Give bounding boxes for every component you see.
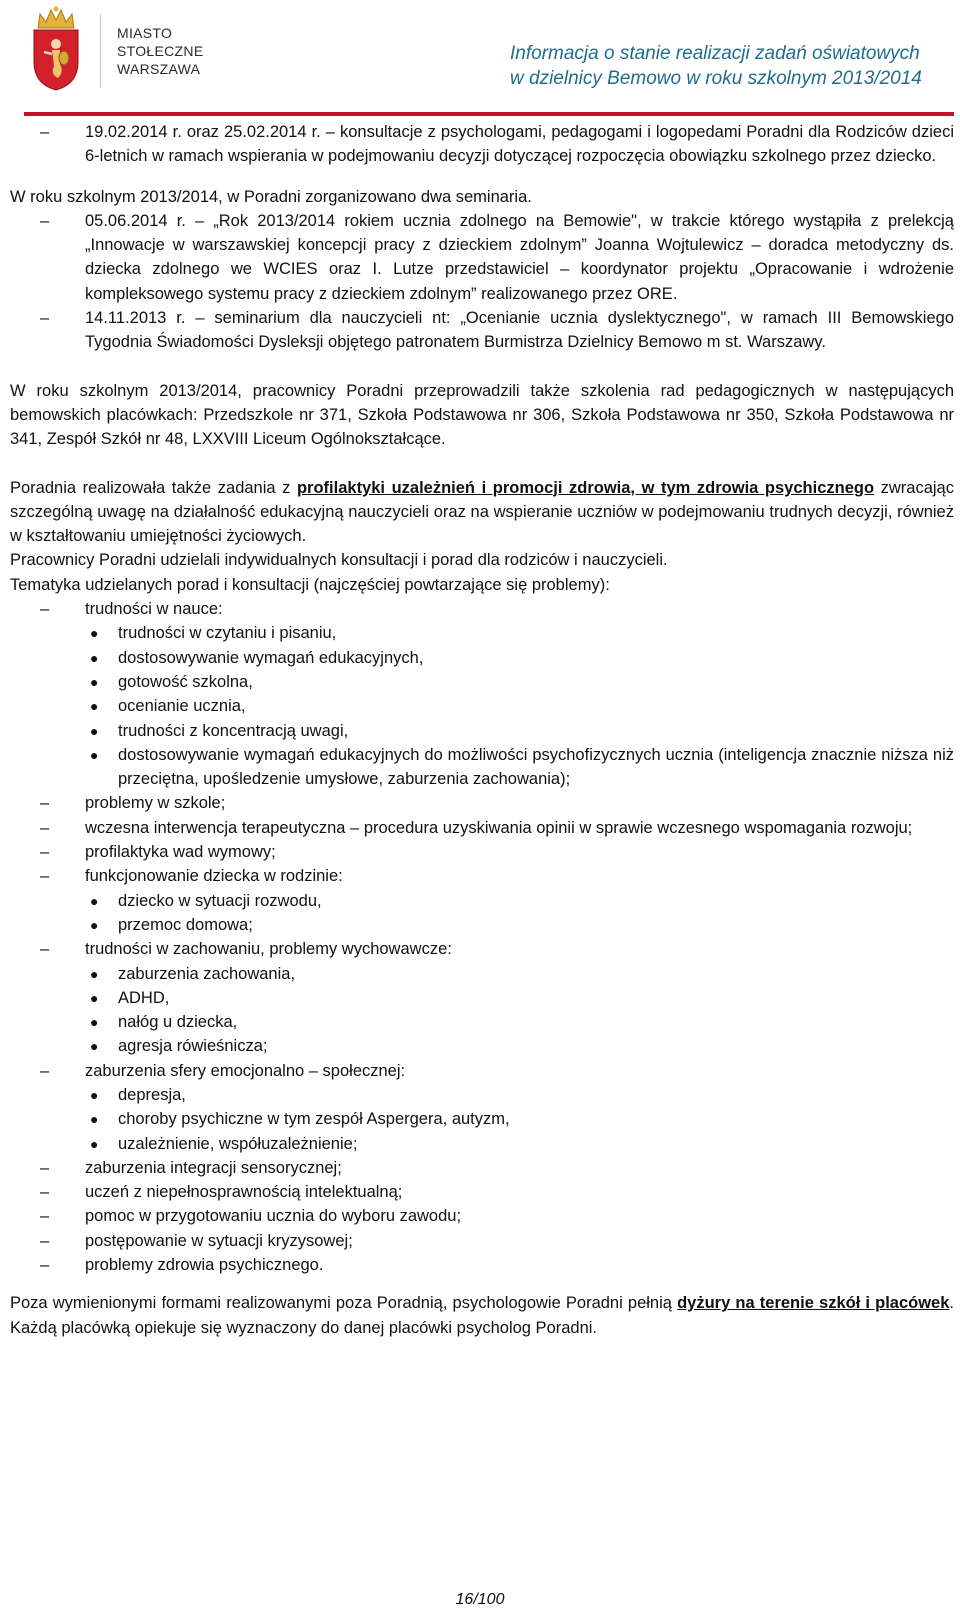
subtopic-label: uzależnienie, współuzależnienie; — [118, 1134, 358, 1153]
list-item — [10, 120, 954, 169]
topic-item — [10, 1204, 954, 1228]
prevention-paragraph — [10, 476, 954, 549]
training-paragraph: W roku szkolnym 2013/2014, pracownicy Poradni przeprowadzili także szkolenia rad pedagogicznych w następujących bemowskich placówkach: Przedszkole nr 371, Szkoła Podstawowa nr 306, Szkoła Podstawowa nr 350, Szkoła Podstawowa nr 341, Zespół Szkół nr 48, LXXVIII Liceum Ogólnokształcące. — [10, 381, 954, 449]
document-title — [510, 41, 930, 91]
topics-list — [10, 597, 954, 1277]
subtopic-label: agresja rówieśnicza; — [118, 1037, 268, 1056]
bullet-marker: ● — [90, 625, 99, 642]
subtopic-item — [10, 1132, 954, 1156]
list-item — [10, 209, 954, 306]
dash-marker: – — [40, 940, 50, 959]
prevention-text-pre: Poradnia realizowała także zadania z — [10, 478, 297, 497]
subtopic-label: gotowość szkolna, — [118, 672, 253, 691]
subtopic-label: ocenianie ucznia, — [118, 697, 246, 716]
bullet-marker: ● — [90, 649, 99, 666]
subtopic-item — [10, 986, 954, 1010]
prevention-link[interactable]: profilaktyki uzależnień i promocji zdrowia, w tym zdrowia psychicznego — [296, 478, 875, 497]
dash-marker: – — [40, 867, 50, 886]
topic-item — [10, 1253, 954, 1277]
org-line-3: WARSZAWA — [117, 61, 201, 77]
seminars-intro: W roku szkolnym 2013/2014, w Poradni zorganizowano dwa seminaria. — [10, 187, 532, 206]
subtopic-item — [10, 1083, 954, 1107]
dash-marker: – — [40, 600, 50, 619]
duty-text-post: . Każdą placówką opiekuje się wyznaczony do danej placówki psycholog Poradni. — [10, 1294, 955, 1337]
subtopic-label: choroby psychiczne w tym zespół Aspergera, autyzm, — [118, 1110, 510, 1129]
bullet-marker: ● — [90, 698, 99, 715]
bullet-marker: ● — [90, 1086, 99, 1103]
topic-item — [10, 840, 954, 864]
duty-paragraph — [10, 1291, 954, 1340]
bullet-marker: ● — [90, 673, 99, 690]
bullet-marker: ● — [90, 1135, 99, 1152]
org-line-2: STOŁECZNE — [117, 43, 204, 59]
topic-label: trudności w nauce: — [85, 600, 223, 619]
dash-marker: – — [40, 1183, 50, 1202]
document-title-line-2: w dzielnicy Bemowo w roku szkolnym 2013/2014 — [510, 68, 922, 89]
page-number: 16/100 — [455, 1591, 505, 1608]
topic-item — [10, 816, 954, 840]
subtopic-item — [10, 1107, 954, 1131]
topics-intro: Tematyka udzielanych porad i konsultacji (najczęściej powtarzające się problemy): — [10, 575, 610, 594]
document-title-line-1: Informacja o stanie realizacji zadań oświatowych — [510, 43, 920, 64]
subtopic-label: trudności z koncentracją uwagi, — [118, 721, 349, 740]
dash-marker: – — [40, 843, 50, 862]
subtopic-item — [10, 962, 954, 986]
topic-label: wczesna interwencja terapeutyczna – procedura uzyskiwania opinii w sprawie wczesnego wspomagania rozwoju; — [85, 818, 913, 837]
subtopic-item — [10, 743, 954, 792]
subtopic-item — [10, 621, 954, 645]
bullet-marker: ● — [90, 1038, 99, 1055]
dash-marker: – — [40, 211, 50, 230]
subtopic-label: ADHD, — [118, 988, 170, 1007]
dash-marker: – — [40, 1256, 50, 1275]
subtopic-item — [10, 889, 954, 913]
subtopic-label: dostosowywanie wymagań edukacyjnych, — [118, 648, 424, 667]
consult-line: Pracownicy Poradni udzielali indywidualnych konsultacji i porad dla rodziców i nauczycieli. — [10, 551, 668, 570]
subtopic-label: dostosowywanie wymagań edukacyjnych do możliwości psychofizycznych ucznia (inteligencja znacznie niższa niż przeciętna, upośledzenie umysłowe, zaburzenia zachowania); — [118, 745, 954, 789]
page-header — [0, 0, 960, 118]
topic-label: trudności w zachowaniu, problemy wychowawcze: — [85, 940, 452, 959]
list-item-text: 14.11.2013 r. – seminarium dla nauczycieli nt: „Ocenianie ucznia dyslektycznego", w ramach III Bemowskiego Tygodnia Świadomości Dysleksji objętego patronatem Burmistrza Dzielnicy Bemowo m st. Warszawy. — [85, 309, 954, 352]
bullet-marker: ● — [90, 1014, 99, 1031]
topic-item — [10, 864, 954, 888]
dash-marker: – — [40, 1158, 50, 1177]
bullet-marker: ● — [90, 1111, 99, 1128]
dash-marker: – — [40, 1061, 50, 1080]
subtopic-item — [10, 670, 954, 694]
dash-marker: – — [40, 123, 50, 141]
list-item-text: 05.06.2014 r. – „Rok 2013/2014 rokiem ucznia zdolnego na Bemowie", w trakcie którego wystąpiła z prelekcją „Innowacje w warszawskiej koncepcji pracy z dzieckiem zdolnym” Joanna Wojtulewicz – doradca metodyczny ds. dziecka zdolnego we WCIES oraz I. Lutze przedstawiciel – koordynator projektu „Opracowanie i wdrożenie kompleksowego systemu pracy z dzieckiem zdolnym” realizowanego przez ORE. — [85, 211, 954, 303]
subtopic-label: przemoc domowa; — [118, 915, 253, 934]
header-rule — [24, 112, 954, 116]
dash-marker: – — [40, 1207, 50, 1226]
bullet-marker: ● — [90, 746, 99, 763]
subtopic-label: trudności w czytaniu i pisaniu, — [118, 624, 337, 643]
dash-marker: – — [40, 1231, 50, 1250]
topic-label: problemy zdrowia psychicznego. — [85, 1256, 324, 1275]
bullet-marker: ● — [90, 965, 99, 982]
subtopic-item — [10, 694, 954, 718]
bullet-marker: ● — [90, 892, 99, 909]
topic-item — [10, 597, 954, 621]
topic-label: zaburzenia integracji sensorycznej; — [85, 1158, 342, 1177]
bullet-marker: ● — [90, 989, 99, 1006]
organization-name — [117, 24, 203, 78]
subtopic-label: dziecko w sytuacji rozwodu, — [118, 891, 322, 910]
subtopic-label: zaburzenia zachowania, — [118, 964, 296, 983]
dash-marker: – — [40, 794, 50, 813]
topic-label: funkcjonowanie dziecka w rodzinie: — [85, 867, 343, 886]
dash-marker: – — [40, 818, 50, 837]
topic-label: problemy w szkole; — [85, 794, 226, 813]
topic-label: zaburzenia sfery emocjonalno – społecznej: — [85, 1061, 406, 1080]
subtopic-item — [10, 1010, 954, 1034]
prevention-text-post: zwracając szczególną uwagę na działalność edukacyjną nauczycieli oraz na wspieranie uczniów w podejmowaniu trudnych decyzji, również w kształtowaniu umiejętności życiowych. — [10, 478, 954, 546]
subtopic-item — [10, 913, 954, 937]
topic-label: uczeń z niepełnosprawnością intelektualną; — [85, 1183, 403, 1202]
bullet-marker: ● — [90, 916, 99, 933]
topic-label: postępowanie w sytuacji kryzysowej; — [85, 1231, 353, 1250]
topic-label: profilaktyka wad wymowy; — [85, 843, 276, 862]
page-content — [10, 120, 954, 1340]
duty-text-pre: Poza wymienionymi formami realizowanymi poza Poradnią, psychologowie Poradni pełnią — [10, 1294, 678, 1313]
header-divider — [100, 14, 101, 88]
topic-item — [10, 1059, 954, 1083]
org-line-1: MIASTO — [117, 25, 173, 41]
subtopic-label: nałóg u dziecka, — [118, 1013, 238, 1032]
topic-item — [10, 937, 954, 961]
topic-item — [10, 791, 954, 815]
subtopic-label: depresja, — [118, 1085, 186, 1104]
subtopic-item — [10, 1034, 954, 1058]
topic-item — [10, 1229, 954, 1253]
dash-marker: – — [40, 309, 50, 328]
list-item-text: 19.02.2014 r. oraz 25.02.2014 r. – konsultacje z psychologami, pedagogami i logopedami Poradni dla Rodziców dzieci 6-letnich w ramach wspierania w podejmowaniu decyzji dotyczącej rozpoczęcia obowiązku szkolnego przez dziecko. — [85, 123, 954, 166]
list-item — [10, 306, 954, 355]
subtopic-item — [10, 646, 954, 670]
duty-link[interactable]: dyżury na terenie szkół i placówek — [677, 1294, 950, 1313]
topic-label: pomoc w przygotowaniu ucznia do wyboru zawodu; — [85, 1207, 462, 1226]
warsaw-crest-icon — [26, 6, 86, 92]
topic-item — [10, 1156, 954, 1180]
bullet-marker: ● — [90, 722, 99, 739]
topic-item — [10, 1180, 954, 1204]
subtopic-item — [10, 719, 954, 743]
